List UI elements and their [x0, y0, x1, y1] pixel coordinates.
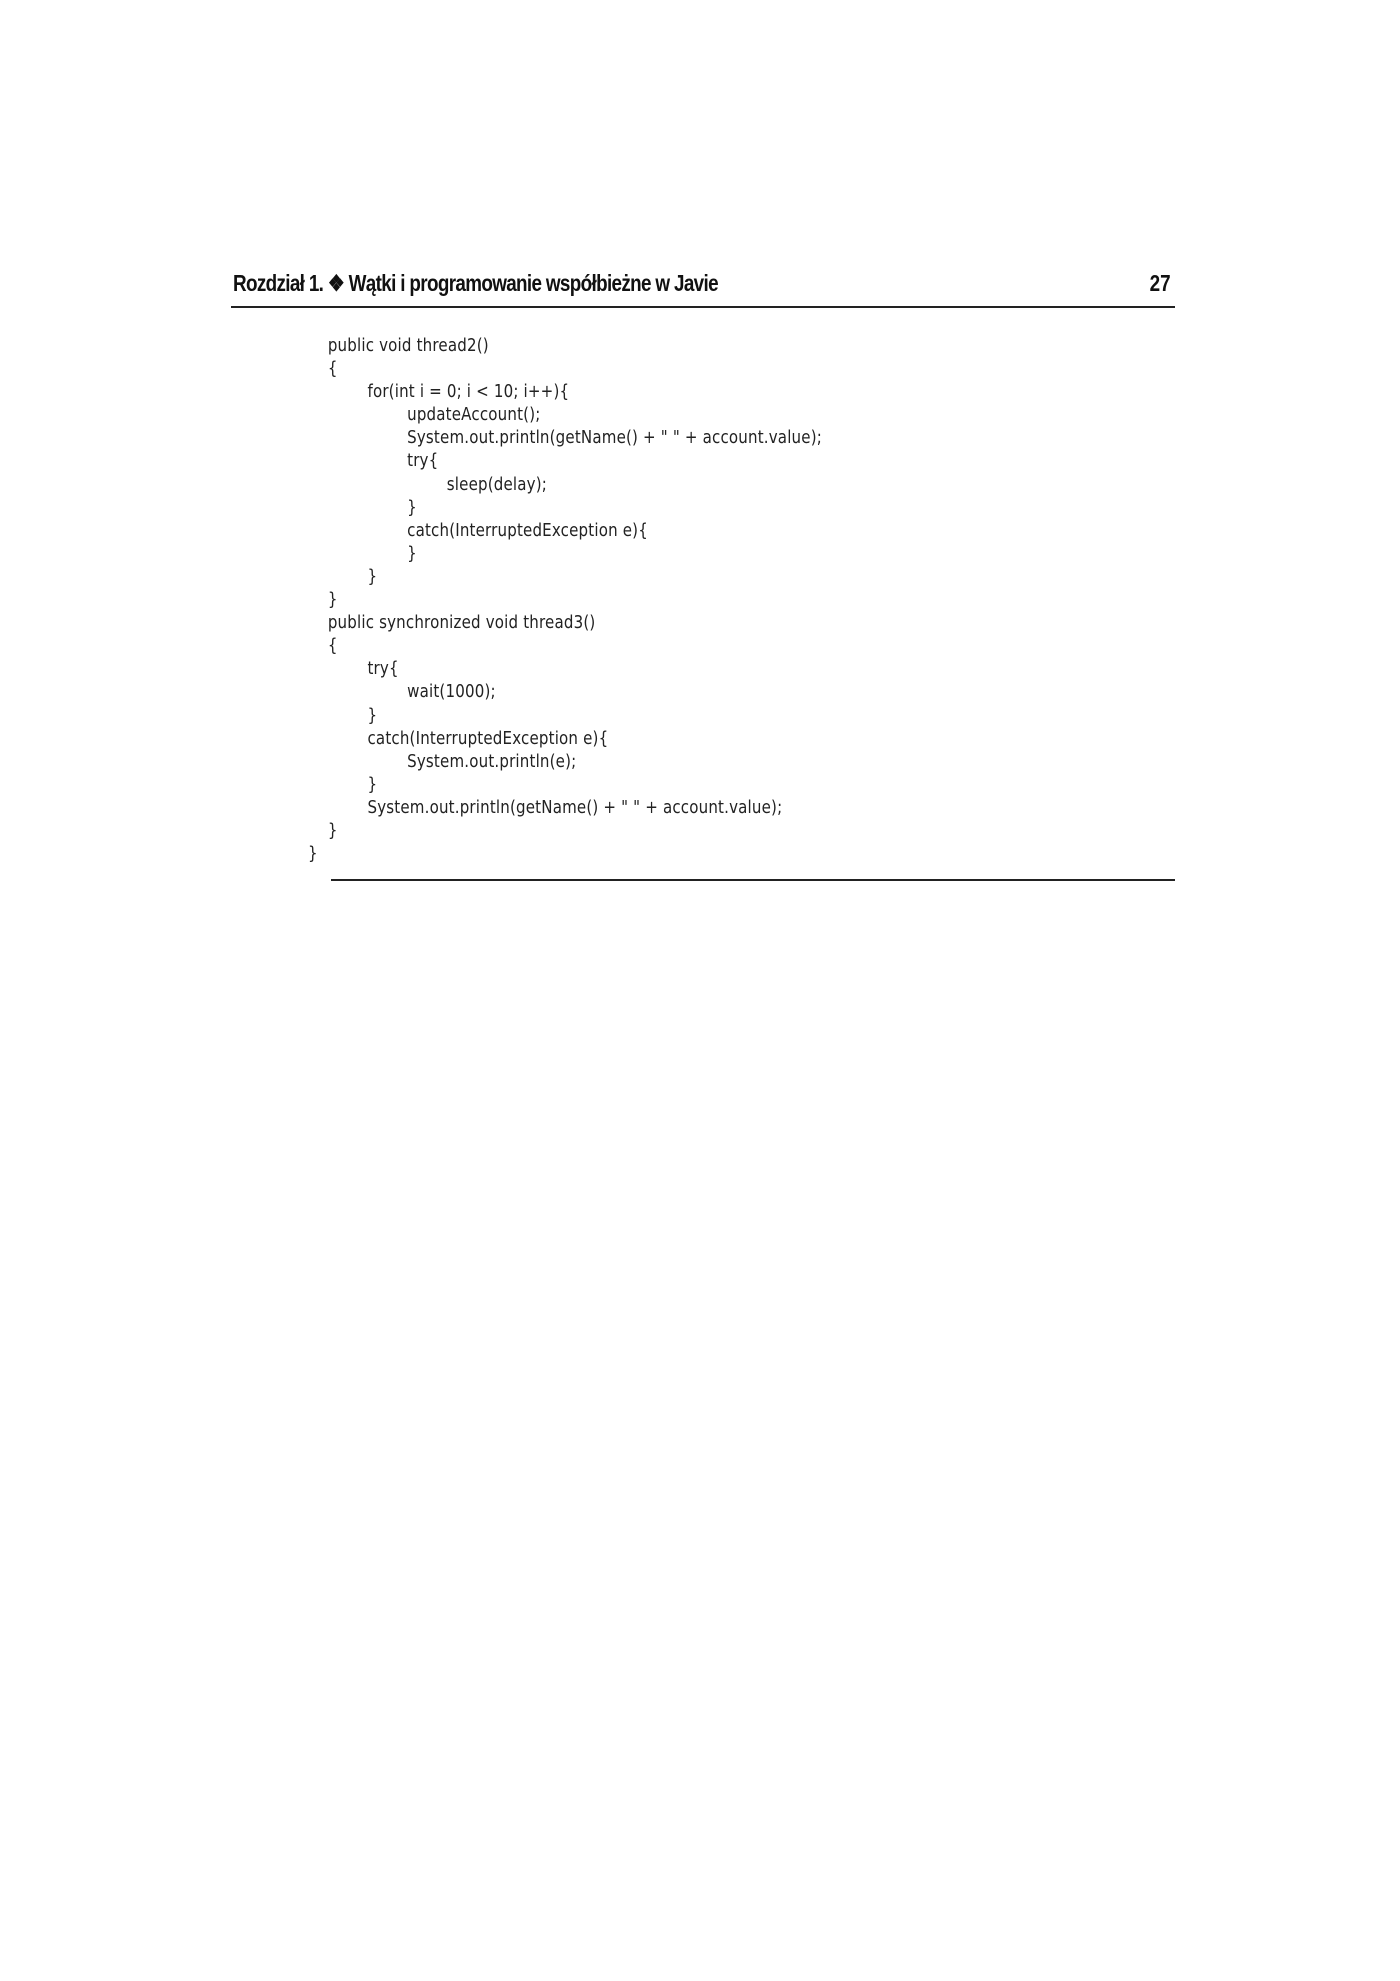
code-line: } [308, 705, 378, 726]
code-line: catch(InterruptedException e){ [308, 728, 609, 749]
code-line: try{ [308, 451, 439, 472]
code-line: updateAccount(); [308, 405, 541, 426]
code-line: } [308, 543, 417, 564]
code-line: System.out.println(e); [308, 751, 577, 772]
code-line: catch(InterruptedException e){ [308, 520, 648, 541]
code-line: } [308, 590, 338, 611]
code-line: } [308, 566, 378, 587]
code-line: System.out.println(getName() + " " + account.value); [308, 428, 822, 449]
code-line: sleep(delay); [308, 474, 548, 495]
code-line: try{ [308, 659, 399, 680]
page-number: 27 [1150, 270, 1171, 296]
code-line: public synchronized void thread3() [308, 613, 596, 634]
code-line: } [308, 497, 417, 518]
code-listing [308, 335, 1153, 866]
code-line: { [308, 636, 338, 657]
running-head [231, 270, 1175, 308]
code-line: public void thread2() [308, 336, 489, 356]
code-line: } [308, 844, 318, 865]
code-line: for(int i = 0; i < 10; i++){ [308, 382, 570, 403]
code-line: System.out.println(getName() + " " + account.value); [308, 797, 783, 818]
code-line: } [308, 820, 338, 841]
code-line: { [308, 359, 338, 380]
chapter-title: Rozdział 1. ❖ Wątki i programowanie współbieżne w Javie [233, 270, 718, 296]
bottom-rule [331, 879, 1175, 881]
code-line: wait(1000); [308, 682, 496, 703]
code-line: } [308, 774, 378, 795]
